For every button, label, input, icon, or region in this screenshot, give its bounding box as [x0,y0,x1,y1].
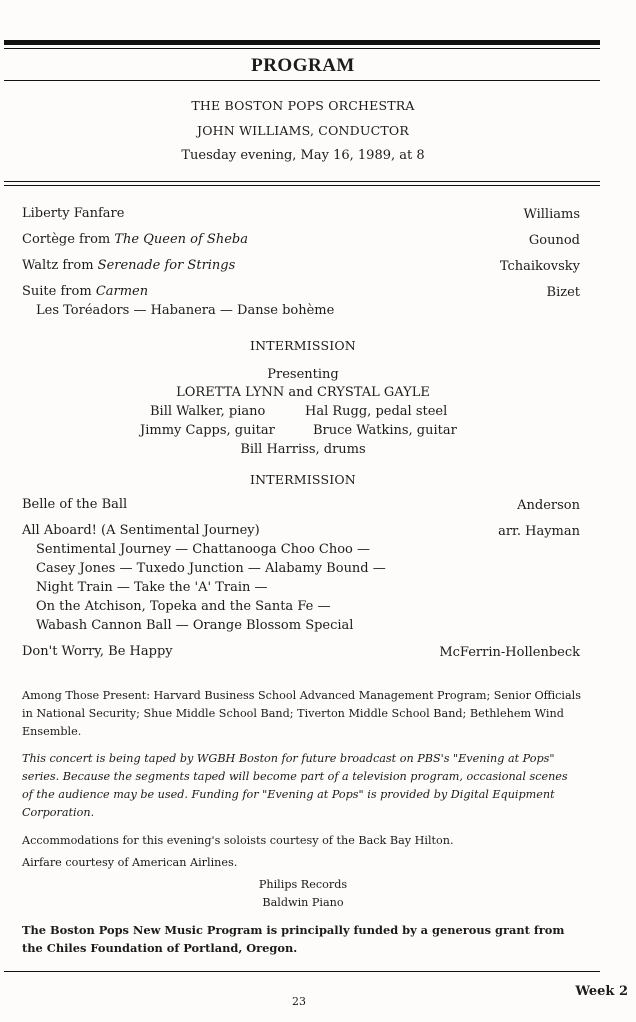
conductor-name: JOHN WILLIAMS, CONDUCTOR [197,123,409,138]
composer: Tchaikovsky [499,259,580,274]
program-item: All Aboard! (A Sentimental Journey) [22,523,260,538]
medley-line: Sentimental Journey — Chattanooga Choo Choo — [36,542,371,557]
airfare-note: Airfare courtesy of American Airlines. [22,856,238,869]
guest-musician: Hal Rugg, pedal steel [305,404,448,419]
funding-note: The Boston Pops New Music Program is principally funded by a generous grant from the Chiles Foundation of Portland, Oregon. [22,923,565,955]
medley-line: Wabash Cannon Ball — Orange Blossom Special [36,618,354,633]
page-number: 23 [292,995,306,1008]
composer: Williams [523,207,580,222]
item-detail: Les Toréadors — Habanera — Danse bohème [36,303,335,318]
medley-line: Night Train — Take the 'A' Train — [36,580,268,595]
program-item [22,258,235,273]
item-title: Waltz from [22,258,98,273]
item-title: Cortège from [22,232,115,247]
intermission-label: INTERMISSION [250,338,356,353]
week-label: Week 2 [575,984,628,999]
guest-musician: Bruce Watkins, guitar [313,423,457,438]
intermission-label: INTERMISSION [250,472,356,487]
composer: Anderson [517,498,580,513]
guest-musician: Bill Walker, piano [150,404,266,419]
headliners: LORETTA LYNN and CRYSTAL GAYLE [176,385,430,400]
item-work: Serenade for Strings [97,258,236,273]
program-item: Don't Worry, Be Happy [22,644,173,659]
accommodations-note: Accommodations for this evening's soloists courtesy of the Back Bay Hilton. [22,834,454,847]
item-title: Liberty Fanfare [22,206,125,221]
medley-line: On the Atchison, Topeka and the Santa Fe — [36,599,331,614]
taping-note: This concert is being taped by WGBH Boston for future broadcast on PBS's "Evening at Pops" series. Because the segments taped will become part of a television program, occasional scenes of the audience may be used. Funding for "Evening at Pops" is provided by Digital Equipment Corporation. [22,752,568,819]
records-credit: Philips Records [258,878,348,891]
program-item [22,206,124,221]
program-item: Belle of the Ball [22,497,128,512]
concert-date: Tuesday evening, May 16, 1989, at 8 [181,148,425,163]
guest-musician: Bill Harriss, drums [240,442,366,457]
program-item [22,232,248,247]
among-present-note: Among Those Present: Harvard Business School Advanced Management Program; Senior Officials in National Security; Shue Middle School Band; Tiverton Middle School Band; Bethlehem Wind Ensemble. [22,689,582,738]
top-rule-thin [4,48,600,49]
top-rule-thick [4,40,600,45]
item-work: Carmen [95,284,149,299]
title-underline [4,80,600,81]
piano-credit: Baldwin Piano [262,896,344,909]
header-rule-1 [4,181,600,182]
presenting-label: Presenting [267,367,339,382]
program-item [22,284,148,299]
composer: arr. Hayman [498,524,580,539]
composer: Gounod [528,233,580,248]
composer: Bizet [546,285,580,300]
medley-line: Casey Jones — Tuxedo Junction — Alabamy Bound — [36,561,386,576]
footer-rule [4,971,600,972]
orchestra-name: THE BOSTON POPS ORCHESTRA [191,98,415,113]
item-work: The Queen of Sheba [114,232,248,247]
guest-musician: Jimmy Capps, guitar [140,423,275,438]
composer: McFerrin-Hollenbeck [439,645,580,660]
item-title: Suite from [22,284,96,299]
page-title: PROGRAM [251,55,355,76]
header-rule-2 [4,185,600,186]
